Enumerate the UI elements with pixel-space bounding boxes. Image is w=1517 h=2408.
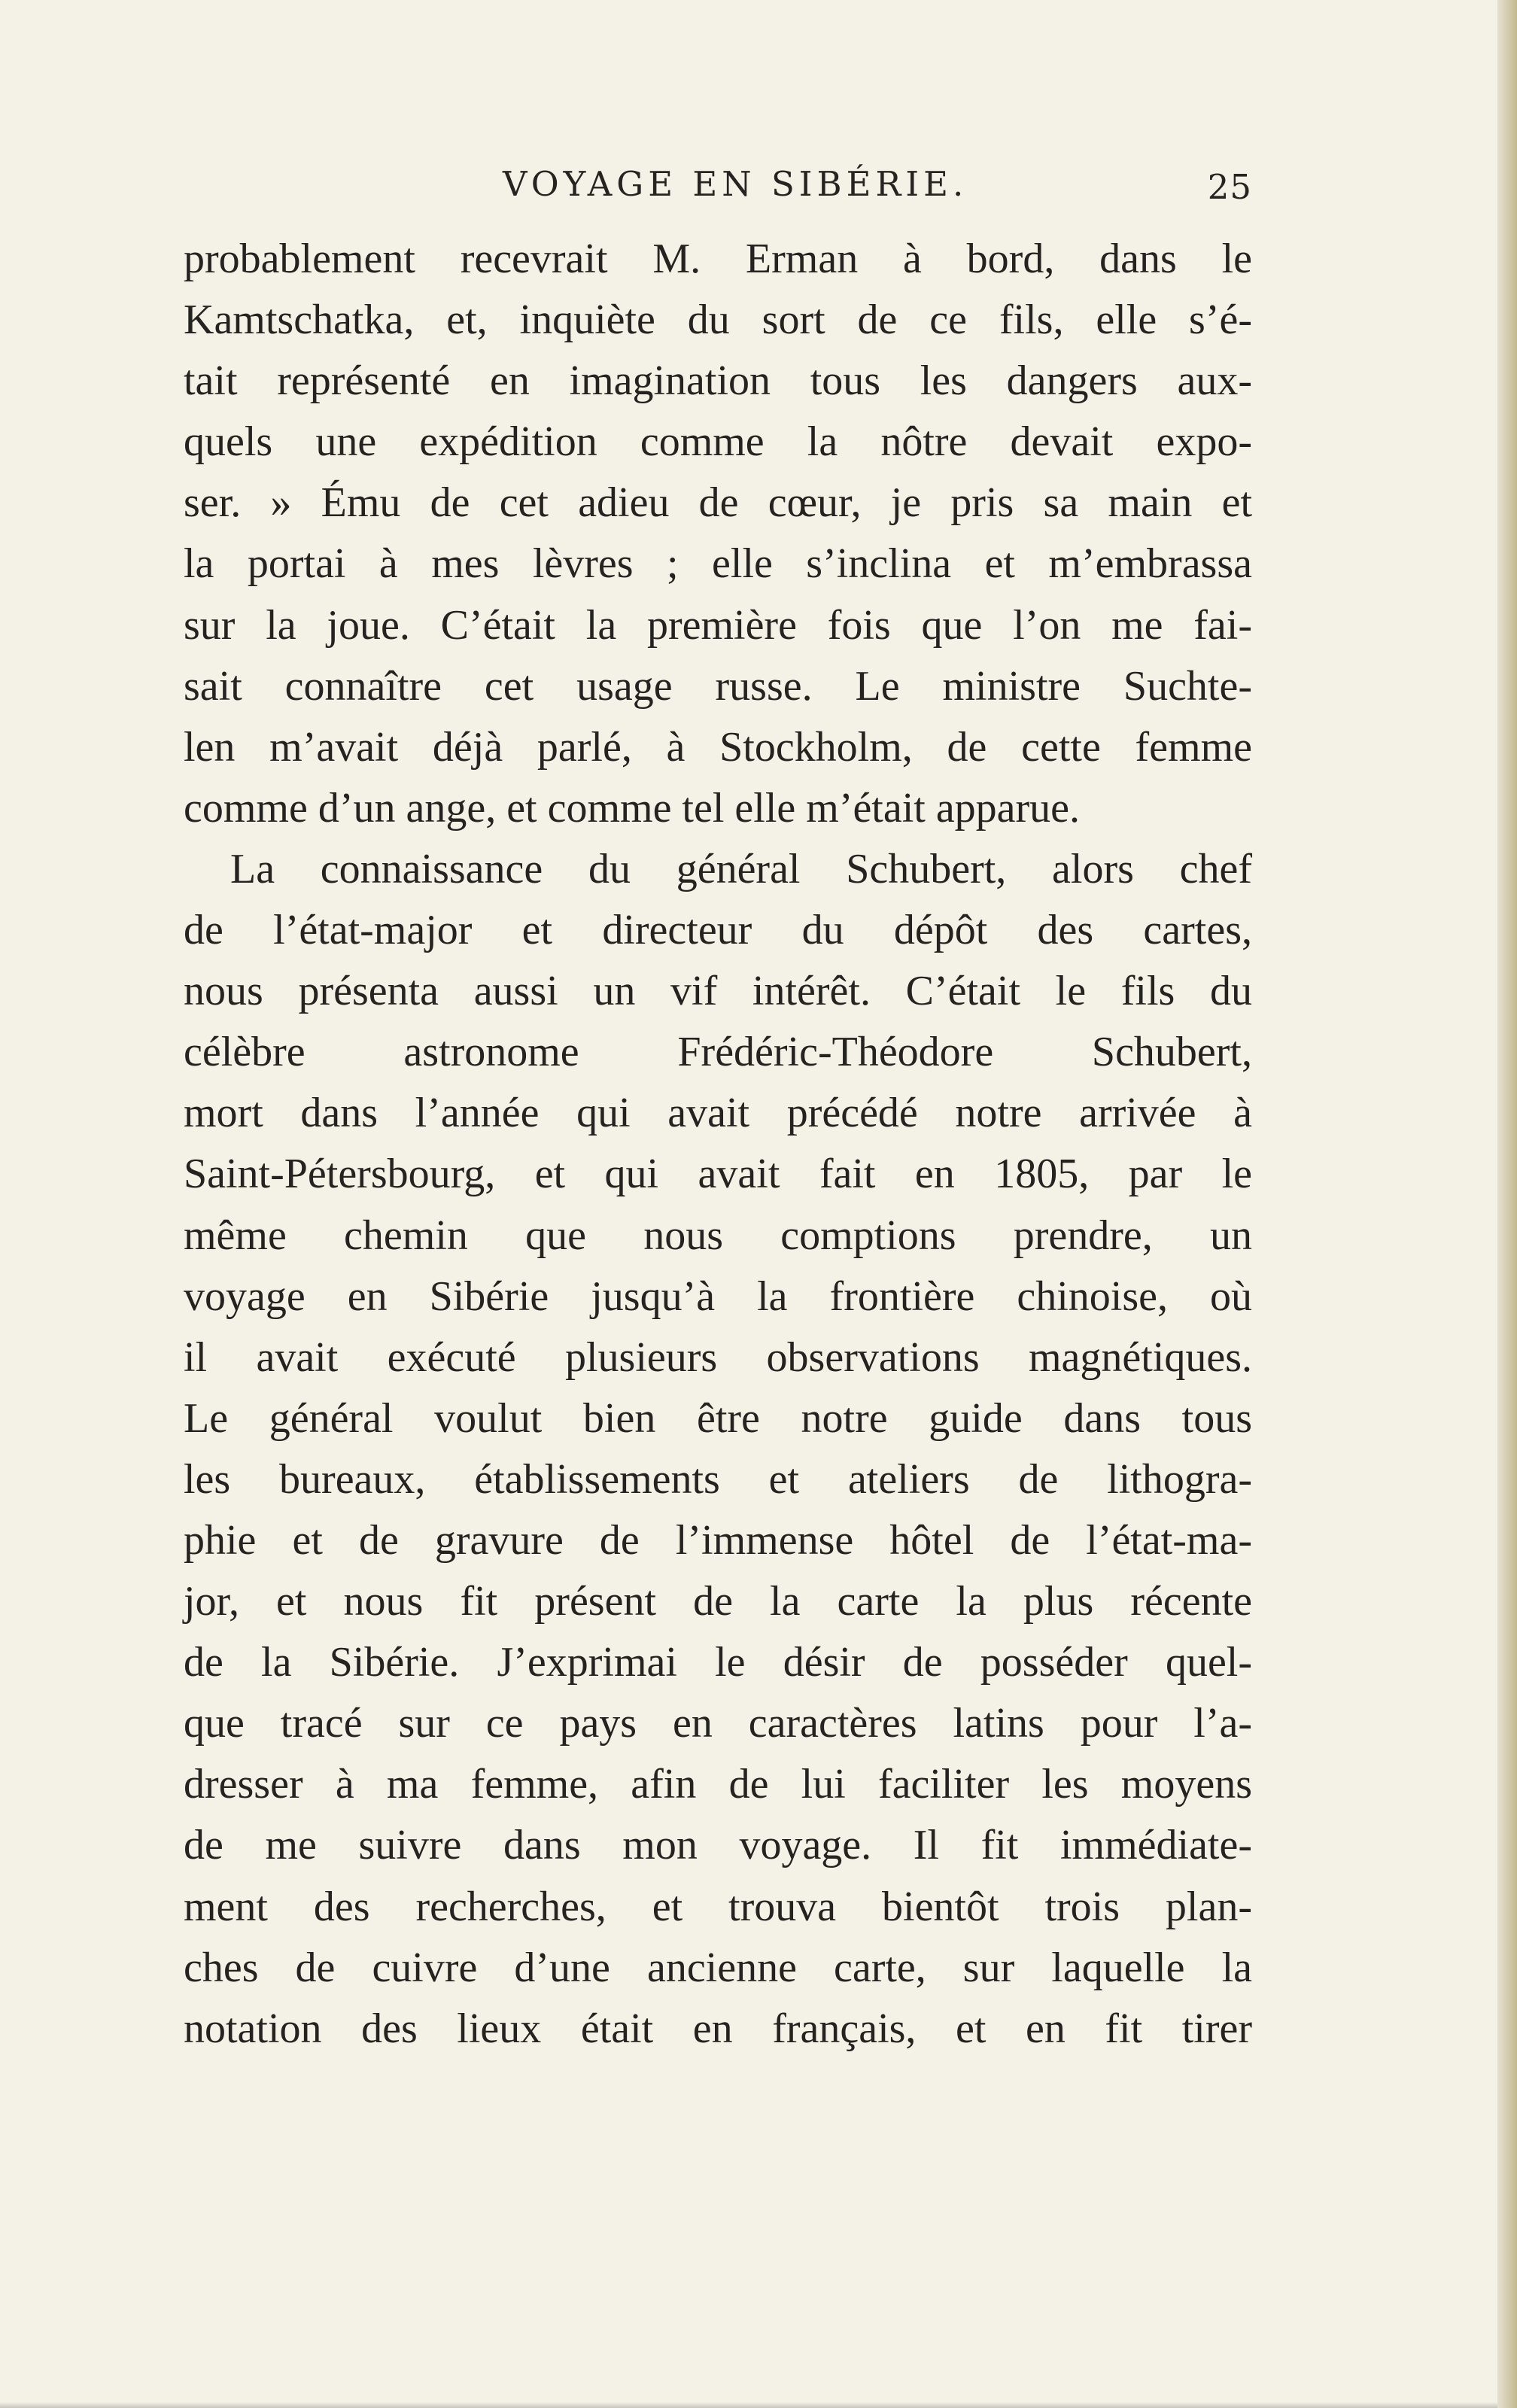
page-number: 25	[1207, 167, 1252, 207]
text-line: de l’état-major et directeur du dépôt des cartes,	[184, 907, 1252, 954]
text-line: il avait exécuté plusieurs observations magnétiques.	[184, 1333, 1252, 1381]
text-line: probablement recevrait M. Erman à bord, dans le	[184, 236, 1252, 282]
text-line: sait connaître cet usage russe. Le ministre Suchte-	[184, 662, 1252, 710]
body-text	[184, 229, 1252, 2060]
text-line: ment des recherches, et trouva bientôt trois plan-	[184, 1883, 1252, 1930]
text-line: ser. » Ému de cet adieu de cœur, je pris sa main et	[184, 479, 1252, 527]
text-line: la portai à mes lèvres ; elle s’inclina et m’embrassa	[184, 540, 1252, 588]
text-line: voyage en Sibérie jusqu’à la frontière chinoise, où	[184, 1272, 1252, 1320]
paragraph-first-line: La connaissance du général Schubert, alors chef	[230, 845, 1252, 892]
text-line: comme d’un ange, et comme tel elle m’était apparue.	[184, 784, 1081, 832]
text-line: quels une expédition comme la nôtre devait expo-	[184, 418, 1252, 466]
page-bottom-shadow	[0, 2402, 1497, 2408]
text-line: même chemin que nous comptions prendre, un	[184, 1212, 1252, 1259]
text-line: célèbre astronome Frédéric-Théodore Schubert,	[184, 1029, 1252, 1076]
text-line: les bureaux, établissements et ateliers de lithogra-	[184, 1455, 1252, 1503]
text-line: Kamtschatka, et, inquiète du sort de ce fils, elle s’é-	[184, 296, 1252, 344]
text-line: len m’avait déjà parlé, à Stockholm, de cette femme	[184, 723, 1252, 771]
text-line: dresser à ma femme, afin de lui faciliter les moyens	[184, 1761, 1252, 1808]
text-line: ches de cuivre d’une ancienne carte, sur laquelle la	[184, 1944, 1252, 1991]
page-edge-band	[1497, 0, 1517, 2408]
text-line: de me suivre dans mon voyage. Il fit immédiate-	[184, 1822, 1252, 1869]
text-line: de la Sibérie. J’exprimai le désir de posséder quel-	[184, 1639, 1252, 1686]
running-title: VOYAGE EN SIBÉRIE.	[503, 164, 968, 204]
text-line: jor, et nous fit présent de la carte la plus récente	[184, 1578, 1252, 1625]
text-line: sur la joue. C’était la première fois que l’on me fai-	[184, 601, 1252, 649]
text-line: nous présenta aussi un vif intérêt. C’était le fils du	[184, 968, 1252, 1015]
page-header	[184, 164, 1252, 209]
text-line: Saint-Pétersbourg, et qui avait fait en 1805, par le	[184, 1151, 1252, 1198]
text-line: que tracé sur ce pays en caractères latins pour l’a-	[184, 1700, 1252, 1747]
text-line: Le général voulut bien être notre guide dans tous	[184, 1394, 1252, 1442]
text-line: tait représenté en imagination tous les dangers aux-	[184, 357, 1252, 405]
text-line: notation des lieux était en français, et en fit tirer	[184, 2005, 1252, 2052]
text-line: phie et de gravure de l’immense hôtel de l’état-ma-	[184, 1516, 1252, 1564]
text-line: mort dans l’année qui avait précédé notre arrivée à	[184, 1090, 1252, 1137]
